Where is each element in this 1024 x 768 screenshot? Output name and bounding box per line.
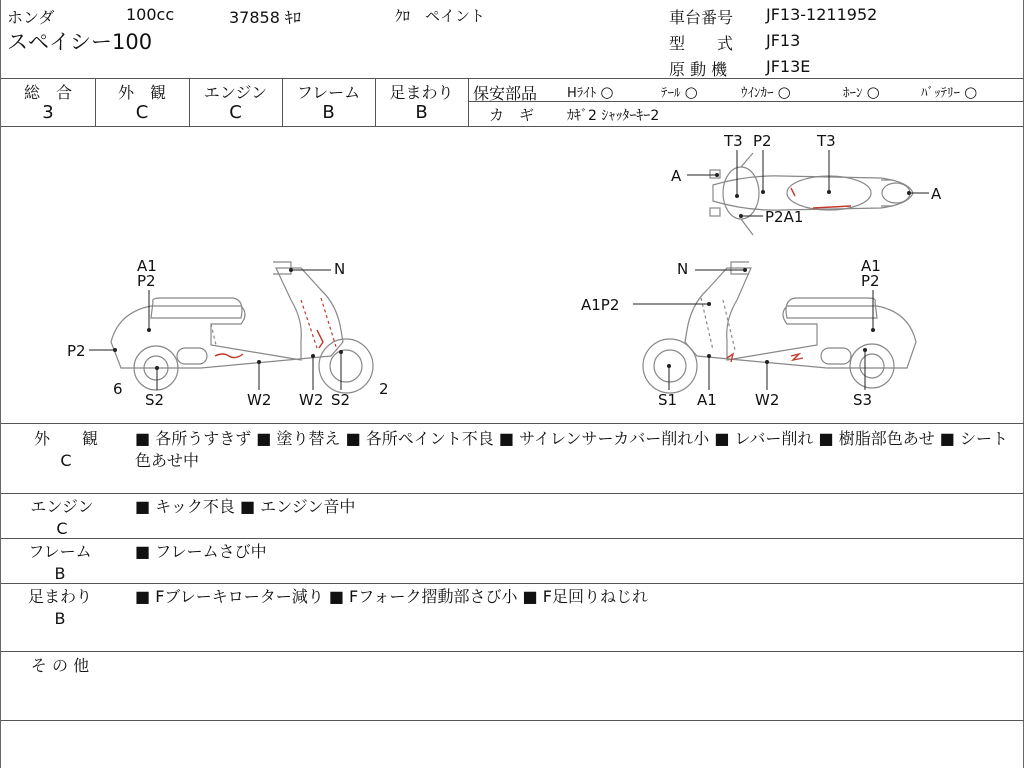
overall-grade: 3 — [42, 102, 54, 123]
label-s2: S2 — [145, 391, 165, 409]
label-a: A — [671, 167, 682, 185]
suspension-grade-label: 足まわり — [389, 83, 454, 102]
frame-no: JF13-1211952 — [766, 5, 878, 24]
status-circle: ○ — [777, 83, 791, 101]
status-circle: ○ — [964, 83, 978, 101]
label-a1: A1 — [861, 257, 881, 275]
status-circle: ○ — [684, 83, 698, 101]
engine-grade-label: エンジン — [203, 83, 268, 102]
status-circle: ○ — [600, 83, 614, 101]
label-2: 2 — [379, 380, 389, 398]
type-label: 型 式 — [669, 34, 734, 53]
label-w2: W2 — [247, 391, 272, 409]
model-name: スペイシー100 — [7, 30, 153, 54]
exterior-label: 外 観 — [117, 83, 166, 102]
safety-item-winker: ｳｲﾝｶｰ ○ — [741, 83, 791, 101]
label-s1: S1 — [658, 391, 678, 409]
mileage: 37858 ｷﾛ — [229, 8, 301, 27]
frame-grade-label: フレーム — [296, 83, 361, 102]
frame-no-label: 車台番号 — [669, 8, 734, 27]
remarks-suspension-label: 足まわり B — [27, 587, 92, 628]
label-t3: T3 — [724, 132, 743, 150]
color: ｸﾛ ペイント — [395, 7, 486, 25]
label-s3: S3 — [853, 391, 873, 409]
remarks-exterior-text: ■ 各所うすきず ■ 塗り替え ■ 各所ペイント不良 ■ サイレンサーカバー削れ小 ■ レバー削れ ■ 樹脂部色あせ ■ シート色あせ中 — [135, 429, 1008, 470]
displacement: 100cc — [126, 5, 175, 24]
safety-item-tail: ﾃｰﾙ ○ — [661, 83, 698, 101]
maker: ホンダ — [7, 8, 55, 27]
label-a1: A1 — [137, 257, 157, 275]
key-label: カ ギ — [489, 106, 535, 124]
exterior-grade: C — [135, 102, 149, 123]
remarks-suspension-text: ■ Fブレーキローター減り ■ Fフォーク摺動部さび小 ■ F足回りねじれ — [135, 587, 648, 606]
engine-label: 原 動 機 — [669, 60, 728, 79]
scooter-top-view — [710, 153, 913, 235]
overall-label: 総 合 — [23, 83, 72, 102]
status-circle: ○ — [866, 83, 880, 101]
safety-item-horn: ﾎｰﾝ ○ — [843, 83, 880, 101]
remarks-engine-label: エンジン C — [30, 497, 94, 538]
divider — [1, 78, 1024, 79]
remarks-engine-text: ■ キック不良 ■ エンジン音中 — [135, 497, 356, 516]
label-p2: P2 — [67, 342, 86, 360]
key-value: ｶｷﾞ2 ｼｬｯﾀｰｷｰ2 — [567, 108, 660, 124]
safety-label: 保安部品 — [473, 84, 538, 103]
label-a: A — [931, 185, 942, 203]
safety-item-battery: ﾊﾞｯﾃﾘｰ ○ — [921, 83, 978, 101]
engine-value: JF13E — [766, 57, 811, 76]
label-n: N — [677, 260, 689, 278]
remarks-frame-label: フレーム B — [28, 542, 92, 583]
damage-diagram — [1, 127, 1024, 423]
safety-item-headlight: Hﾗｲﾄ ○ — [567, 83, 614, 101]
label-n: N — [334, 260, 346, 278]
label-a1: A1 — [697, 391, 717, 409]
label-t3: T3 — [817, 132, 836, 150]
remarks-other-label: そ の 他 — [30, 656, 90, 675]
type-value: JF13 — [766, 31, 801, 50]
suspension-grade: B — [415, 102, 428, 123]
label-p2: P2 — [861, 272, 880, 290]
engine-grade: C — [229, 102, 242, 123]
label-p2: P2 — [753, 132, 772, 150]
label-a1p2: A1P2 — [581, 296, 620, 314]
label-s2: S2 — [331, 391, 351, 409]
label-p2a1: P2A1 — [765, 208, 804, 226]
remarks-frame-text: ■ フレームさび中 — [135, 542, 267, 561]
remarks-exterior-label: 外 観 C — [33, 429, 98, 470]
frame-grade: B — [322, 102, 335, 123]
label-w2: W2 — [299, 391, 324, 409]
label-w2: W2 — [755, 391, 780, 409]
label-6: 6 — [113, 380, 123, 398]
label-p2: P2 — [137, 272, 156, 290]
